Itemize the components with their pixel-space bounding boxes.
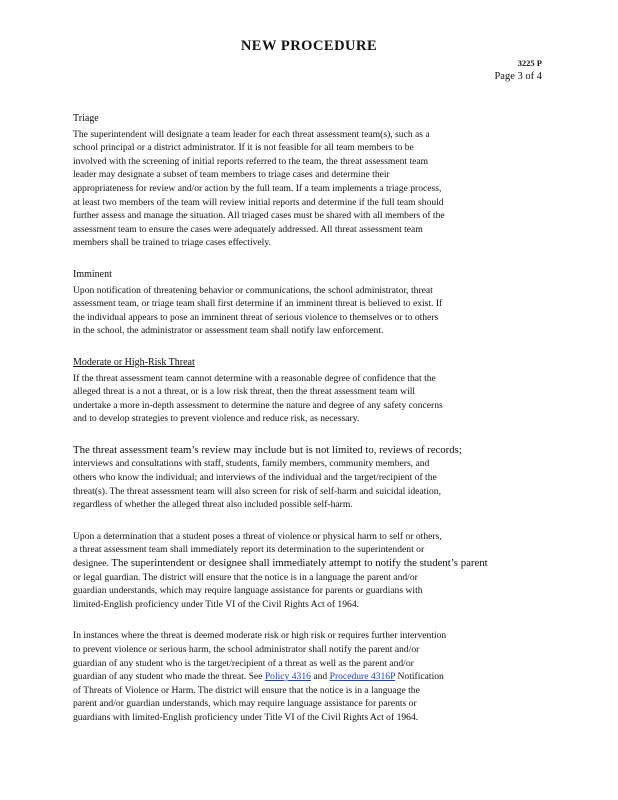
paragraph-triage <box>73 128 543 250</box>
text-line: guardian understands, which may require language assistance for parents or guardians with <box>73 585 423 597</box>
determination-line-3-start: designee. <box>73 558 109 570</box>
procedure-code: 3225 P <box>517 58 542 68</box>
instances-lines-after <box>73 684 543 725</box>
text-line: Upon notification of threatening behavior or communications, the school administrator, threat <box>73 284 433 296</box>
text-line: of Threats of Violence or Harm. The district will ensure that the notice is in a language the <box>73 684 420 696</box>
text-line: guardian of any student who is the target/recipient of a threat as well as the parent and/or <box>73 657 414 669</box>
text-line: involved with the screening of initial reports referred to the team, the threat assessment team <box>73 155 429 167</box>
determination-line-3 <box>73 557 543 571</box>
review-lines <box>73 457 543 511</box>
text-line: school principal or a district administrator. If it is not feasible for all team members to be <box>73 142 414 154</box>
determination-line-3-notify: The superintendent or designee shall immediately attempt to notify the student’s parent <box>111 557 488 570</box>
instances-line-4-and: and <box>313 671 328 683</box>
section-heading-triage: Triage <box>73 113 99 124</box>
text-line: regardless of whether the alleged threat also included possible self-harm. <box>73 499 353 511</box>
text-line: and to develop strategies to prevent violence and reduce risk, as necessary. <box>73 413 360 425</box>
determination-line-1: Upon a determination that a student poses a threat of violence or physical harm to self or others, <box>73 530 442 542</box>
review-lead-line: The threat assessment team’s review may include but is not limited to, reviews of records; <box>73 443 462 456</box>
text-line: threat(s). The threat assessment team will also screen for risk of self-harm and suicidal ideation, <box>73 485 441 497</box>
text-line: the individual appears to pose an imminent threat of serious violence to themselves or to others <box>73 311 439 323</box>
page-number: Page 3 of 4 <box>494 71 542 82</box>
paragraph-moderate <box>73 372 543 426</box>
text-line: assessment team, or triage team shall first determine if an imminent threat is believed to exist. If <box>73 298 443 310</box>
text-line: appropriateness for review and/or action by the full team. If a team implements a triage process, <box>73 182 442 194</box>
page-title: NEW PROCEDURE <box>240 38 378 54</box>
instances-line-4 <box>73 670 543 684</box>
text-line: to prevent violence or serious harm, the school administrator shall notify the parent and/or <box>73 644 420 655</box>
paragraph-instances <box>73 629 543 724</box>
section-heading-moderate: Moderate or High-Risk Threat <box>73 356 195 368</box>
procedure-4316p-link[interactable]: Procedure 4316P <box>329 671 396 683</box>
text-line: in the school, the administrator or assessment team shall notify law enforcement. <box>73 325 384 337</box>
instances-line-4-end: Notification <box>397 671 444 683</box>
text-line: others who know the individual; and interviews of the individual and the target/recipient of the <box>73 472 437 484</box>
section-heading-imminent: Imminent <box>73 268 112 280</box>
text-line: The superintendent will designate a team leader for each threat assessment team(s), such as a <box>73 128 430 140</box>
paragraph-determination <box>73 530 543 612</box>
paragraph-review <box>73 444 543 512</box>
text-line: In instances where the threat is deemed moderate risk or high risk or requires further intervention <box>73 630 447 642</box>
paragraph-imminent <box>73 284 543 338</box>
instances-line-4-start: guardian of any student who made the threat. See <box>73 671 263 683</box>
determination-line-2: a threat assessment team shall immediately report its determination to the superintendent or <box>73 544 425 556</box>
text-line: or legal guardian. The district will ensure that the notice is in a language the parent and/or <box>73 571 418 583</box>
text-line: interviews and consultations with staff, students, family members, community members, and <box>73 458 430 470</box>
text-line: members shall be trained to triage cases effectively. <box>73 237 271 249</box>
policy-4316-link[interactable]: Policy 4316 <box>264 671 311 683</box>
text-line: further assess and manage the situation. All triaged cases must be shared with all members of the <box>73 210 445 222</box>
instances-lines <box>73 629 543 670</box>
text-line: undertake a more in-depth assessment to determine the nature and degree of any safety concerns <box>73 399 443 411</box>
text-line: leader may designate a subset of team members to triage cases and determine their <box>73 169 390 181</box>
text-line: If the threat assessment team cannot determine with a reasonable degree of confidence that the <box>73 372 436 384</box>
determination-lines <box>73 571 543 612</box>
document-body <box>73 112 543 743</box>
text-line: parent and/or guardian understands, which may require language assistance for parents or <box>73 698 417 710</box>
text-line: guardians with limited-English proficiency under Title VI of the Civil Rights Act of 1964. <box>73 711 419 723</box>
text-line: alleged threat is a not a threat, or is a low risk threat, then the threat assessment team will <box>73 386 416 398</box>
text-line: limited-English proficiency under Title VI of the Civil Rights Act of 1964. <box>73 598 360 610</box>
text-line: assessment team to ensure the cases were adequately addressed. All threat assessment team <box>73 223 423 235</box>
text-line: at least two members of the team will review initial reports and determine if the full team should <box>73 196 444 208</box>
